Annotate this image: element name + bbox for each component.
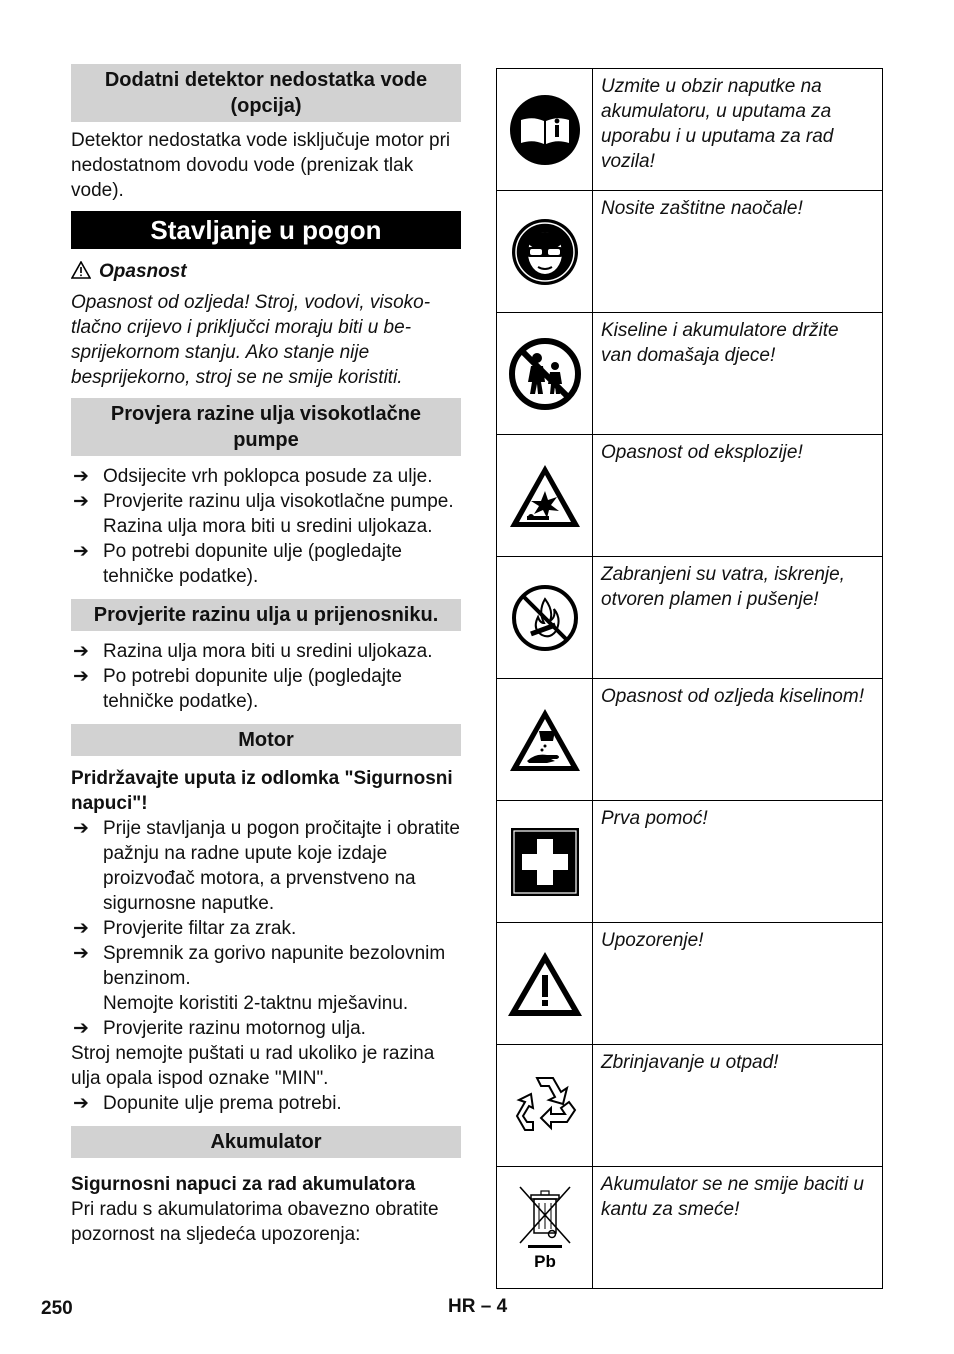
list-item: ➔ Provjerite razinu motornog ulja. [73, 1018, 366, 1039]
no-fire-icon [510, 583, 580, 653]
symbol-text: Akumulator se ne smije baciti u kantu za smeće! [593, 1167, 883, 1289]
section-heading-gearbox-oil: Provjerite razinu ulja u prijenosniku. [71, 599, 461, 631]
explosion-icon [507, 461, 583, 531]
bin-pb-label: Pb [533, 1251, 556, 1271]
list-item: ➔ Po potrebi dopunite ulje (pogledajte tehničke podatke). [73, 541, 402, 587]
list-item: ➔ Prije stavljanja u pogon pročitajte i obratite pažnju na radne upute koje izdaje proizvođač motora, a prvenstveno na sigurnosne naputke. [73, 818, 460, 914]
symbol-text: Nosite zaštitne naočale! [593, 191, 883, 313]
table-row [497, 435, 883, 557]
arrow-icon: ➔ [73, 818, 89, 839]
battery-subtitle: Sigurnosni napuci za rad akumulatora [71, 1174, 416, 1195]
list-note: Razina ulja mora biti u sredini uljokaza. [103, 516, 433, 537]
symbol-text: Opasnost od eksplozije! [593, 435, 883, 557]
danger-label-row [71, 259, 461, 284]
arrow-icon: ➔ [73, 491, 89, 512]
list-item: ➔ Po potrebi dopunite ulje (pogledajte tehničke podatke). [73, 666, 402, 712]
list-item: ➔ Spremnik za gorivo napunite bezolovnim benzinom. [73, 943, 446, 989]
arrow-icon: ➔ [73, 918, 89, 939]
symbol-text: Prva pomoć! [593, 801, 883, 923]
battery-text: Pri radu s akumulatorima obavezno obratite pozornost na sljedeća upozorenja: [71, 1199, 439, 1245]
gearbox-oil-steps [71, 639, 461, 714]
list-item: ➔ Razina ulja mora biti u sredini uljokaza. [73, 641, 433, 662]
table-row [497, 923, 883, 1045]
symbol-text: Upozorenje! [593, 923, 883, 1045]
list-item: ➔ Provjerite razinu ulja visokotlačne pumpe. [73, 491, 454, 512]
arrow-icon: ➔ [73, 466, 89, 487]
arrow-icon: ➔ [73, 666, 89, 687]
symbol-text: Opasnost od ozljeda kiselinom! [593, 679, 883, 801]
acid-burn-icon [507, 705, 583, 775]
battery-symbols-table [496, 68, 883, 1289]
arrow-icon: ➔ [73, 641, 89, 662]
motor-steps-2 [71, 1091, 461, 1116]
table-row [497, 679, 883, 801]
warning-triangle-icon [71, 261, 91, 279]
page-number: 250 [41, 1298, 73, 1319]
list-note: Nemojte koristiti 2-taktnu mješavinu. [103, 993, 409, 1014]
water-detector-text: Detektor nedostatka vode isključuje motor pri nedostatnom dovodu vode (prenizak tlak vode). [71, 130, 451, 201]
motor-steps [71, 816, 461, 1041]
pump-oil-steps [71, 464, 461, 589]
table-row [497, 313, 883, 435]
table-row [497, 1167, 883, 1289]
list-item: ➔ Dopunite ulje prema potrebi. [73, 1093, 342, 1114]
language-page-label: HR – 4 [448, 1296, 508, 1317]
page-title: Stavljanje u pogon [71, 211, 461, 249]
arrow-icon: ➔ [73, 1018, 89, 1039]
section-heading-pump-oil: Provjera razine ulja visokotlačne pumpe [71, 398, 461, 456]
symbol-text: Kiseline i akumulatore držite van domašaja djece! [593, 313, 883, 435]
table-row [497, 801, 883, 923]
no-children-icon [507, 336, 583, 412]
symbol-text: Zabranjeni su vatra, iskrenje, otvoren plamen i pušenje! [593, 557, 883, 679]
arrow-icon: ➔ [73, 1093, 89, 1114]
arrow-icon: ➔ [73, 541, 89, 562]
section-heading-motor: Motor [71, 724, 461, 756]
symbol-text: Uzmite u obzir naputke na akumulatoru, u uputama za uporabu i u uputama za rad vozila! [593, 69, 883, 191]
table-row [497, 557, 883, 679]
motor-min-text: Stroj nemojte puštati u rad ukoliko je razina ulja opala ispod oznake "MIN". [71, 1043, 435, 1089]
symbol-text: Zbrinjavanje u otpad! [593, 1045, 883, 1167]
arrow-icon: ➔ [73, 943, 89, 964]
section-heading-battery: Akumulator [71, 1126, 461, 1158]
list-item: ➔ Provjerite filtar za zrak. [73, 918, 297, 939]
table-row [497, 1045, 883, 1167]
warning-icon [506, 949, 584, 1019]
manual-info-icon [507, 92, 583, 168]
motor-safety-note: Pridržavajte uputa iz odlomka "Sigurnosni napuci"! [71, 768, 453, 814]
safety-goggles-icon [510, 217, 580, 287]
list-item: ➔ Odsijecite vrh poklopca posude za ulje. [73, 466, 433, 487]
crossed-bin-pb-icon [510, 1183, 580, 1273]
table-row [497, 191, 883, 313]
first-aid-icon [510, 827, 580, 897]
section-heading-water-detector: Dodatni detektor nedostatka vode (opcija) [71, 64, 461, 122]
danger-label: Opasnost [99, 261, 187, 282]
left-column [71, 64, 461, 1247]
table-row [497, 69, 883, 191]
recycle-icon [507, 1070, 583, 1142]
danger-text: Opasnost od ozljeda! Stroj, vodovi, visokotlačno crijevo i priključci moraju biti u besprijekornom stanju. Ako stanje nije besprijekorno, stroj se ne smije koristiti. [71, 292, 431, 388]
